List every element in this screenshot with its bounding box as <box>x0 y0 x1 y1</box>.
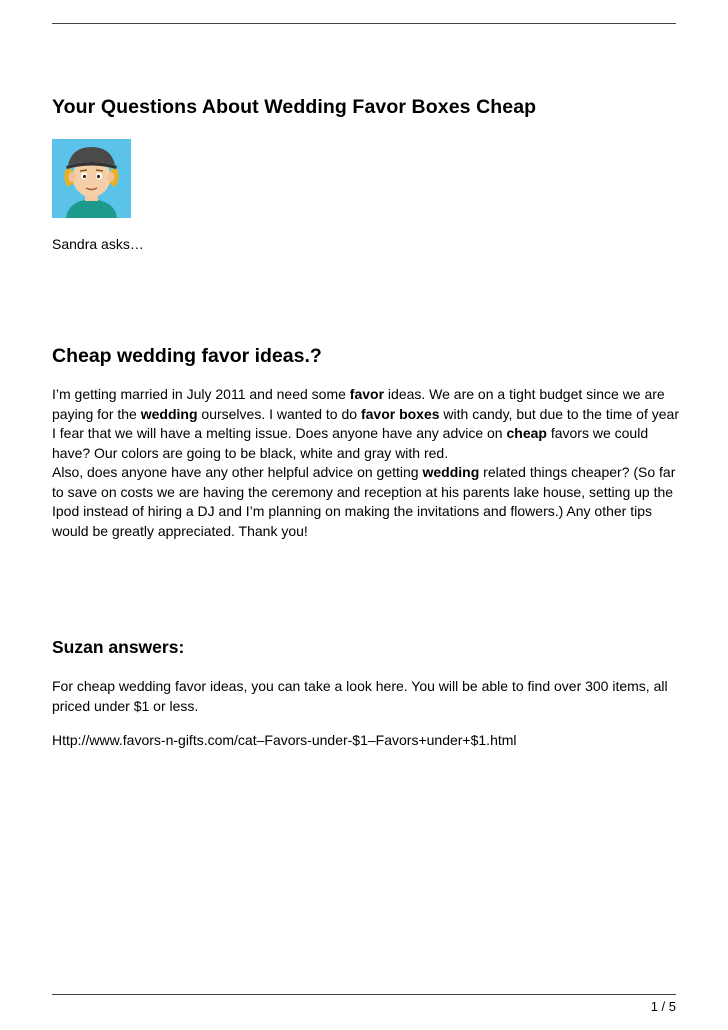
question-text: Also, does anyone have any other helpful advice on getting <box>52 464 423 480</box>
keyword-highlight: cheap <box>506 425 547 441</box>
keyword-highlight: wedding <box>422 464 480 480</box>
top-divider <box>52 23 676 24</box>
question-text: related things cheaper? (So far to save on costs we are having the ceremony and reception at his parents lake house, setting up the Ipod instead of hiring a DJ and I’m planning on making the invitations and flowers.) Any other tips would be greatly appreciated. Thank you! <box>52 464 676 539</box>
question-text: with candy, but due to the time of year I fear that we will have a melting issue. Does anyone have any advice on <box>52 405 679 441</box>
page-title: Your Questions About Wedding Favor Boxes Cheap <box>52 96 537 118</box>
user-avatar <box>52 139 131 218</box>
question-title: Cheap wedding favor ideas.? <box>52 345 322 367</box>
answer-link[interactable]: Http://www.favors-n-gifts.com/cat–Favors-under-$1–Favors+under+$1.html <box>52 732 517 748</box>
bottom-divider <box>52 994 676 995</box>
keyword-highlight: favor <box>349 386 385 402</box>
question-text: ourselves. I wanted to do <box>197 405 361 422</box>
question-text: I’m getting married in July 2011 and need some <box>52 386 350 402</box>
asker-line: Sandra asks… <box>52 236 144 252</box>
keyword-highlight: favor boxes <box>360 405 440 422</box>
answer-body <box>52 677 672 716</box>
page-number: 1 / 5 <box>650 999 676 1014</box>
answerer-heading: Suzan answers: <box>52 637 185 657</box>
answer-text: For cheap wedding favor ideas, you can take a look here. You will be able to find over 300 items, all priced under $1 or less. <box>52 678 668 714</box>
cartoon-avatar-icon <box>52 139 131 218</box>
keyword-highlight: wedding <box>140 405 198 422</box>
question-text: ideas. We are on a tight budget since we are paying for the <box>52 386 665 422</box>
question-body <box>52 385 682 541</box>
question-text: favors we could have? Our colors are going to be black, white and gray with red. <box>52 425 649 461</box>
